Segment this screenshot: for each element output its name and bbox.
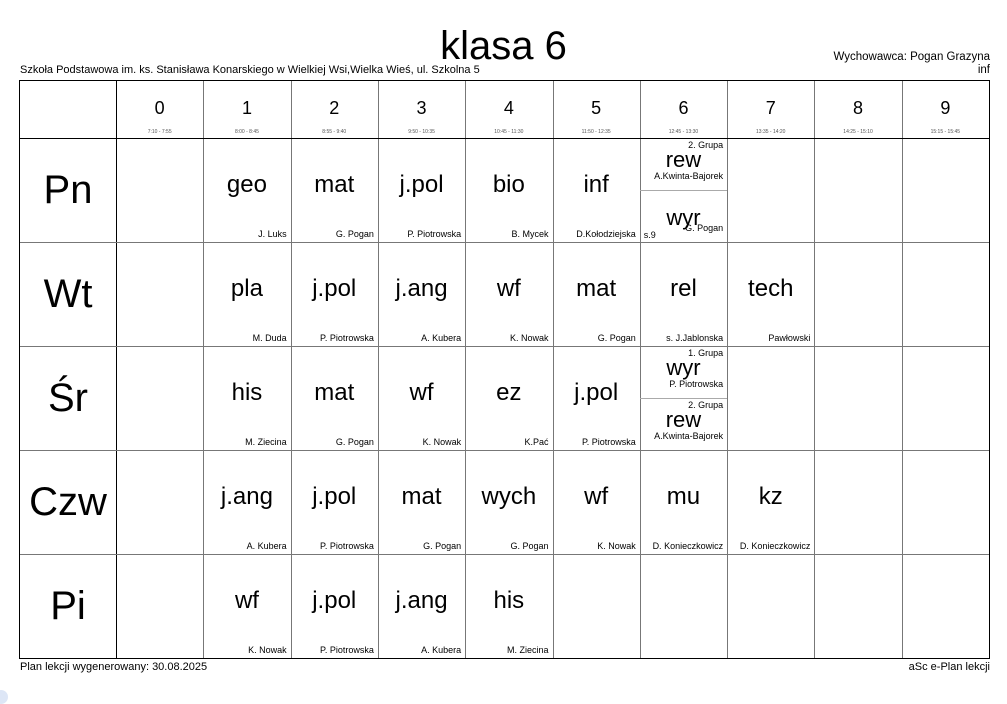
lesson-teacher: K. Nowak <box>422 437 462 447</box>
lesson-subject: mat <box>401 483 442 510</box>
lesson-subject: j.pol <box>574 379 619 406</box>
lesson-cell <box>465 138 552 242</box>
grid-column-line <box>727 81 728 658</box>
lesson-subject: rew <box>665 147 702 172</box>
period-number: 1 <box>241 98 252 118</box>
lesson-cell <box>640 138 727 242</box>
lesson-teacher: P. Piotrowska <box>669 379 724 389</box>
lesson-teacher: D. Konieczkowicz <box>652 541 724 551</box>
lesson-teacher: Pawłowski <box>768 333 811 343</box>
lesson-subject: j.ang <box>395 587 448 614</box>
lesson-subject: wych <box>481 483 537 510</box>
lesson-cell <box>553 346 640 450</box>
period-time: 15:15 - 15:45 <box>930 129 961 135</box>
lesson-teacher: G. Pogan <box>510 541 549 551</box>
lesson-teacher: M. Ziecina <box>245 437 287 447</box>
lesson-cell <box>291 138 378 242</box>
lesson-teacher: A. Kubera <box>421 333 462 343</box>
lesson-cell <box>203 242 290 346</box>
period-number: 4 <box>503 98 514 118</box>
period-header <box>203 81 290 138</box>
timetable-grid <box>19 80 990 659</box>
lesson-subject: j.ang <box>220 483 273 510</box>
lesson-subject: ez <box>496 379 522 406</box>
lesson-cell <box>378 346 465 450</box>
school-name: Szkoła Podstawowa im. ks. Stanisława Konarskiego w Wielkiej Wsi,Wielka Wieś, ul. Szkolna 5 <box>20 64 480 76</box>
lesson-teacher: K. Nowak <box>509 333 549 343</box>
lesson-teacher: K.Pać <box>524 437 549 447</box>
lesson-teacher: J. Luks <box>258 229 287 239</box>
lesson-teacher: G. Pogan <box>685 223 724 233</box>
lesson-subject: wf <box>496 275 521 302</box>
lesson-half <box>640 398 727 450</box>
lesson-teacher: A. Kubera <box>421 645 462 655</box>
lesson-teacher: K. Nowak <box>597 541 636 551</box>
lesson-half <box>640 346 727 398</box>
period-header <box>465 81 552 138</box>
lesson-cell <box>465 554 552 658</box>
lesson-teacher: D.Kołodziejska <box>576 229 636 239</box>
lesson-subject: mat <box>314 171 355 198</box>
period-time: 10:45 - 11:30 <box>494 129 524 135</box>
lesson-cell <box>203 450 290 554</box>
lesson-room: s.9 <box>643 230 656 240</box>
day-label: Wt <box>43 272 93 316</box>
period-time: 8:00 - 8:45 <box>234 129 259 135</box>
lesson-teacher: P. Piotrowska <box>581 437 636 447</box>
lesson-teacher: D. Konieczkowicz <box>739 541 811 551</box>
lesson-subject: inf <box>583 171 609 198</box>
period-time: 7:10 - 7:55 <box>147 129 172 135</box>
lesson-teacher: G. Pogan <box>597 333 636 343</box>
lesson-subject: wyr <box>666 205 701 230</box>
lesson-teacher: M. Ziecina <box>506 645 549 655</box>
lesson-group: 1. Grupa <box>688 348 724 358</box>
lesson-teacher: A. Kubera <box>246 541 287 551</box>
lesson-teacher: A.Kwinta-Bajorek <box>654 171 724 181</box>
lesson-teacher: s. J.Jablonska <box>666 333 724 343</box>
lesson-cell <box>465 346 552 450</box>
period-time: 14:25 - 15:10 <box>843 129 873 135</box>
period-number: 8 <box>853 98 864 118</box>
lesson-teacher: M. Duda <box>252 333 287 343</box>
lesson-cell <box>640 346 727 450</box>
period-time: 9:50 - 10:35 <box>408 129 435 135</box>
lesson-subject: j.pol <box>312 483 357 510</box>
lesson-subject: j.pol <box>312 275 357 302</box>
period-header <box>727 81 814 138</box>
lesson-teacher: A.Kwinta-Bajorek <box>654 431 724 441</box>
lesson-cell <box>378 450 465 554</box>
lesson-cell <box>553 450 640 554</box>
lesson-subject: rel <box>670 275 697 302</box>
lesson-teacher: P. Piotrowska <box>320 333 374 343</box>
lesson-teacher: B. Mycek <box>511 229 549 239</box>
period-time: 13:35 - 14:20 <box>756 129 786 135</box>
period-header <box>553 81 640 138</box>
period-number: 5 <box>591 98 602 118</box>
period-number: 3 <box>416 98 427 118</box>
lesson-half <box>640 190 727 242</box>
lesson-cell <box>465 450 552 554</box>
period-header <box>116 81 203 138</box>
lesson-teacher: G. Pogan <box>335 229 374 239</box>
grid-column-line <box>902 81 903 658</box>
lesson-subject: j.ang <box>395 275 448 302</box>
period-header <box>378 81 465 138</box>
period-time: 11:50 - 12:35 <box>581 129 611 135</box>
lesson-cell <box>378 242 465 346</box>
lesson-subject: mat <box>314 379 355 406</box>
lesson-subject: bio <box>492 171 525 198</box>
lesson-cell <box>640 242 727 346</box>
lesson-cell <box>291 242 378 346</box>
lesson-subject: mat <box>576 275 617 302</box>
generated-date: Plan lekcji wygenerowany: 30.08.2025 <box>20 661 208 673</box>
lesson-cell <box>203 554 290 658</box>
lesson-subject: rew <box>665 407 702 432</box>
lesson-cell <box>553 138 640 242</box>
lesson-cell <box>640 450 727 554</box>
lesson-subject: kz <box>758 483 783 510</box>
lesson-cell <box>378 138 465 242</box>
period-number: 2 <box>329 98 340 118</box>
lesson-cell <box>378 554 465 658</box>
lesson-cell <box>553 242 640 346</box>
lesson-subject: j.pol <box>399 171 444 198</box>
generator-credit: aSc e-Plan lekcji <box>908 661 990 673</box>
lesson-teacher: G. Pogan <box>335 437 374 447</box>
class-teacher: Wychowawca: Pogan Grazyna <box>833 51 990 63</box>
lesson-cell <box>203 346 290 450</box>
grid-column-line <box>116 81 117 658</box>
lesson-cell <box>465 242 552 346</box>
split-divider <box>640 398 727 399</box>
day-label: Śr <box>48 376 88 420</box>
period-header <box>902 81 989 138</box>
lesson-half <box>640 138 727 190</box>
lesson-cell <box>727 242 814 346</box>
lesson-subject: tech <box>748 275 794 302</box>
period-number: 6 <box>678 98 689 118</box>
lesson-teacher: P. Piotrowska <box>320 645 374 655</box>
lesson-subject: his <box>231 379 263 406</box>
lesson-subject: wyr <box>666 355 701 380</box>
lesson-teacher: P. Piotrowska <box>407 229 462 239</box>
period-header <box>640 81 727 138</box>
period-number: 7 <box>765 98 776 118</box>
lesson-group: 2. Grupa <box>688 140 724 150</box>
period-time: 12:45 - 13:30 <box>668 129 699 135</box>
period-number: 0 <box>154 98 165 118</box>
split-divider <box>640 190 727 191</box>
lesson-subject: j.pol <box>312 587 357 614</box>
period-header <box>291 81 378 138</box>
lesson-subject: wf <box>234 587 259 614</box>
period-time: 8:55 - 9:40 <box>322 129 347 135</box>
day-label: Pi <box>50 584 86 628</box>
lesson-cell <box>291 346 378 450</box>
lesson-cell <box>291 554 378 658</box>
lesson-subject: pla <box>230 275 263 302</box>
lesson-group: 2. Grupa <box>688 400 724 410</box>
class-teacher-subject: inf <box>977 64 990 76</box>
lesson-subject: geo <box>226 171 267 198</box>
lesson-cell <box>203 138 290 242</box>
lesson-subject: wf <box>584 483 609 510</box>
lesson-teacher: P. Piotrowska <box>320 541 374 551</box>
period-number: 9 <box>940 98 951 118</box>
lesson-teacher: G. Pogan <box>423 541 462 551</box>
lesson-subject: his <box>493 587 525 614</box>
lesson-subject: mu <box>666 483 701 510</box>
lesson-teacher: K. Nowak <box>248 645 287 655</box>
lesson-cell <box>291 450 378 554</box>
day-label: Pn <box>43 168 93 212</box>
period-header <box>814 81 901 138</box>
day-label: Czw <box>29 480 107 524</box>
lesson-cell <box>727 450 814 554</box>
page-title: klasa 6 <box>440 24 567 68</box>
lesson-subject: wf <box>409 379 434 406</box>
grid-column-line <box>814 81 815 658</box>
